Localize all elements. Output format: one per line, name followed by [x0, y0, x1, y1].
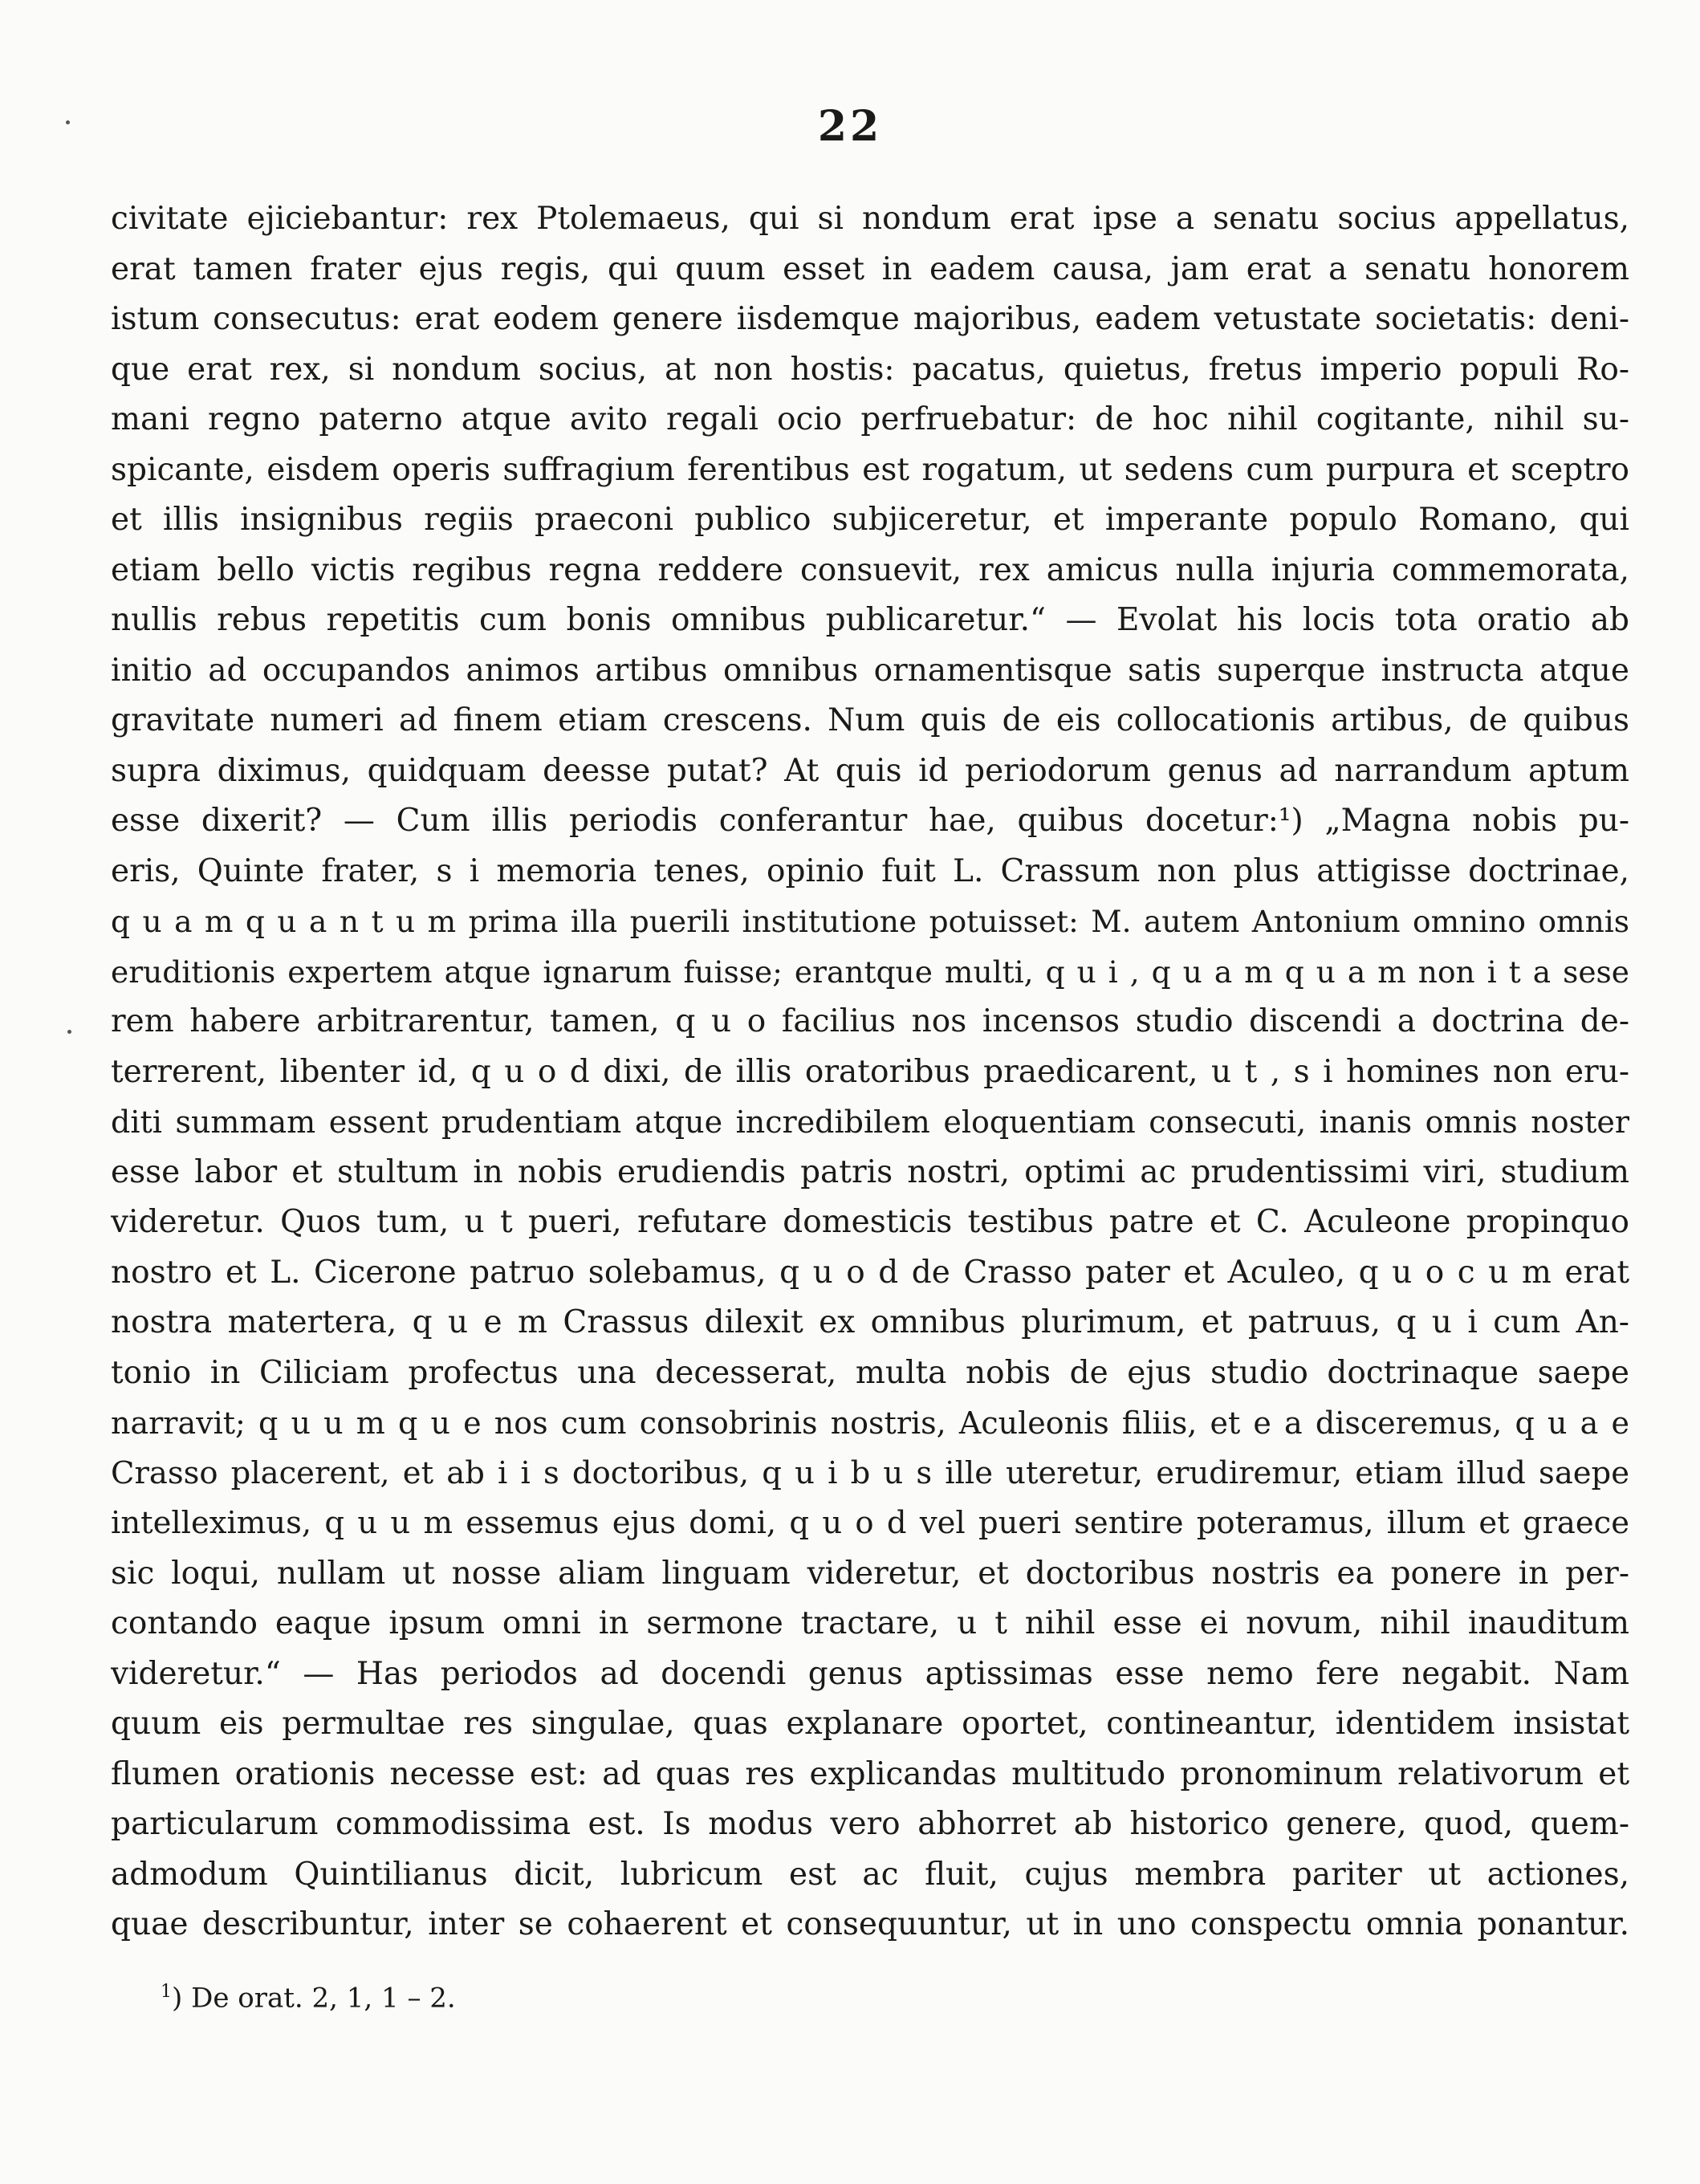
text-line: Crasso placerent, et ab i i s doctoribus, q u i b u s ille uteretur, erudiremur, etiam illud saepe	[111, 1454, 1629, 1491]
text-line: quae describuntur, inter se cohaerent et consequuntur, ut in uno conspectu omnia ponantur.	[111, 1906, 1629, 1942]
scan-speck	[66, 120, 70, 124]
footnote-text: ) De orat. 2, 1, 1 – 2.	[172, 1982, 456, 2015]
text-line: admodum Quintilianus dicit, lubricum est ac fluit, cujus membra pariter ut actiones,	[111, 1856, 1629, 1893]
text-line: civitate ejiciebantur: rex Ptolemaeus, qui si nondum erat ipse a senatu socius appellatus,	[111, 201, 1629, 237]
text-line: supra diximus, quidquam deesse putat? At quis id periodorum genus ad narrandum aptum	[111, 752, 1629, 789]
text-line: eruditionis expertem atque ignarum fuisse; erantque multi, q u i , q u a m q u a m non i t a sese	[111, 954, 1629, 990]
text-line: erat tamen frater ejus regis, qui quum esset in eadem causa, jam erat a senatu honorem	[111, 250, 1629, 287]
footnote	[161, 1976, 456, 2014]
text-line: eris, Quinte frater, s i memoria tenes, opinio fuit L. Crassum non plus attigisse doctrinae,	[111, 852, 1629, 889]
text-line: etiam bello victis regibus regna reddere consuevit, rex amicus nulla injuria commemorata,	[111, 551, 1629, 588]
text-line: gravitate numeri ad finem etiam crescens. Num quis de eis collocationis artibus, de quibus	[111, 702, 1629, 738]
text-line: quum eis permultae res singulae, quas explanare oportet, contineantur, identidem insistat	[111, 1706, 1629, 1742]
text-line: nullis rebus repetitis cum bonis omnibus publicaretur.“ — Evolat his locis tota oratio ab	[111, 602, 1629, 638]
scan-speck	[67, 1030, 71, 1034]
text-line: intelleximus, q u u m essemus ejus domi, q u o d vel pueri sentire poteramus, illum et graece	[111, 1505, 1629, 1541]
text-line: mani regno paterno atque avito regali ocio perfruebatur: de hoc nihil cogitante, nihil su-	[111, 401, 1629, 437]
text-line: rem habere arbitrarentur, tamen, q u o facilius nos incensos studio discendi a doctrina de-	[111, 1003, 1629, 1039]
text-line: spicante, eisdem operis suffragium ferentibus est rogatum, ut sedens cum purpura et sceptro	[111, 451, 1629, 488]
text-line: esse labor et stultum in nobis erudiendis patris nostri, optimi ac prudentissimi viri, studium	[111, 1153, 1629, 1190]
footnote-marker: 1	[161, 1982, 172, 2002]
text-line: contando eaque ipsum omni in sermone tractare, u t nihil esse ei novum, nihil inauditum	[111, 1605, 1629, 1641]
text-line: diti summam essent prudentiam atque incredibilem eloquentiam consecuti, inanis omnis noster	[111, 1104, 1629, 1140]
text-line: istum consecutus: erat eodem genere iisdemque majoribus, eadem vetustate societatis: deni-	[111, 301, 1629, 337]
text-line: nostro et L. Cicerone patruo solebamus, q u o d de Crasso pater et Aculeo, q u o c u m erat	[111, 1254, 1629, 1291]
text-line: flumen orationis necesse est: ad quas res explicandas multitudo pronominum relativorum et	[111, 1755, 1629, 1792]
text-line: terrerent, libenter id, q u o d dixi, de illis oratoribus praedicarent, u t , s i homines non eru-	[111, 1053, 1629, 1090]
text-line: narravit; q u u m q u e nos cum consobrinis nostris, Aculeonis filiis, et e a disceremus, q u a e	[111, 1405, 1629, 1441]
text-line: sic loqui, nullam ut nosse aliam linguam videretur, et doctoribus nostris ea ponere in per-	[111, 1555, 1629, 1592]
page-number: 22	[817, 102, 883, 151]
text-line: videretur. Quos tum, u t pueri, refutare domesticis testibus patre et C. Aculeone propinquo	[111, 1204, 1629, 1240]
text-line: nostra matertera, q u e m Crassus dilexit ex omnibus plurimum, et patruus, q u i cum An-	[111, 1304, 1629, 1340]
body-text	[111, 194, 1629, 1950]
text-line: que erat rex, si nondum socius, at non hostis: pacatus, quietus, fretus imperio populi Ro-	[111, 351, 1629, 388]
text-line: videretur.“ — Has periodos ad docendi genus aptissimas esse nemo fere negabit. Nam	[111, 1655, 1629, 1692]
text-line: q u a m q u a n t u m prima illa puerili institutione potuisset: M. autem Antonium omnino omnis	[111, 904, 1629, 939]
text-line: tonio in Ciliciam profectus una decesserat, multa nobis de ejus studio doctrinaque saepe	[111, 1354, 1629, 1391]
text-line: particularum commodissima est. Is modus vero abhorret ab historico genere, quod, quem-	[111, 1806, 1629, 1842]
text-line: esse dixerit? — Cum illis periodis conferantur hae, quibus docetur:¹) „Magna nobis pu-	[111, 803, 1629, 839]
text-line: initio ad occupandos animos artibus omnibus ornamentisque satis superque instructa atque	[111, 652, 1629, 689]
text-line: et illis insignibus regiis praeconi publico subjiceretur, et imperante populo Romano, qui	[111, 502, 1629, 538]
